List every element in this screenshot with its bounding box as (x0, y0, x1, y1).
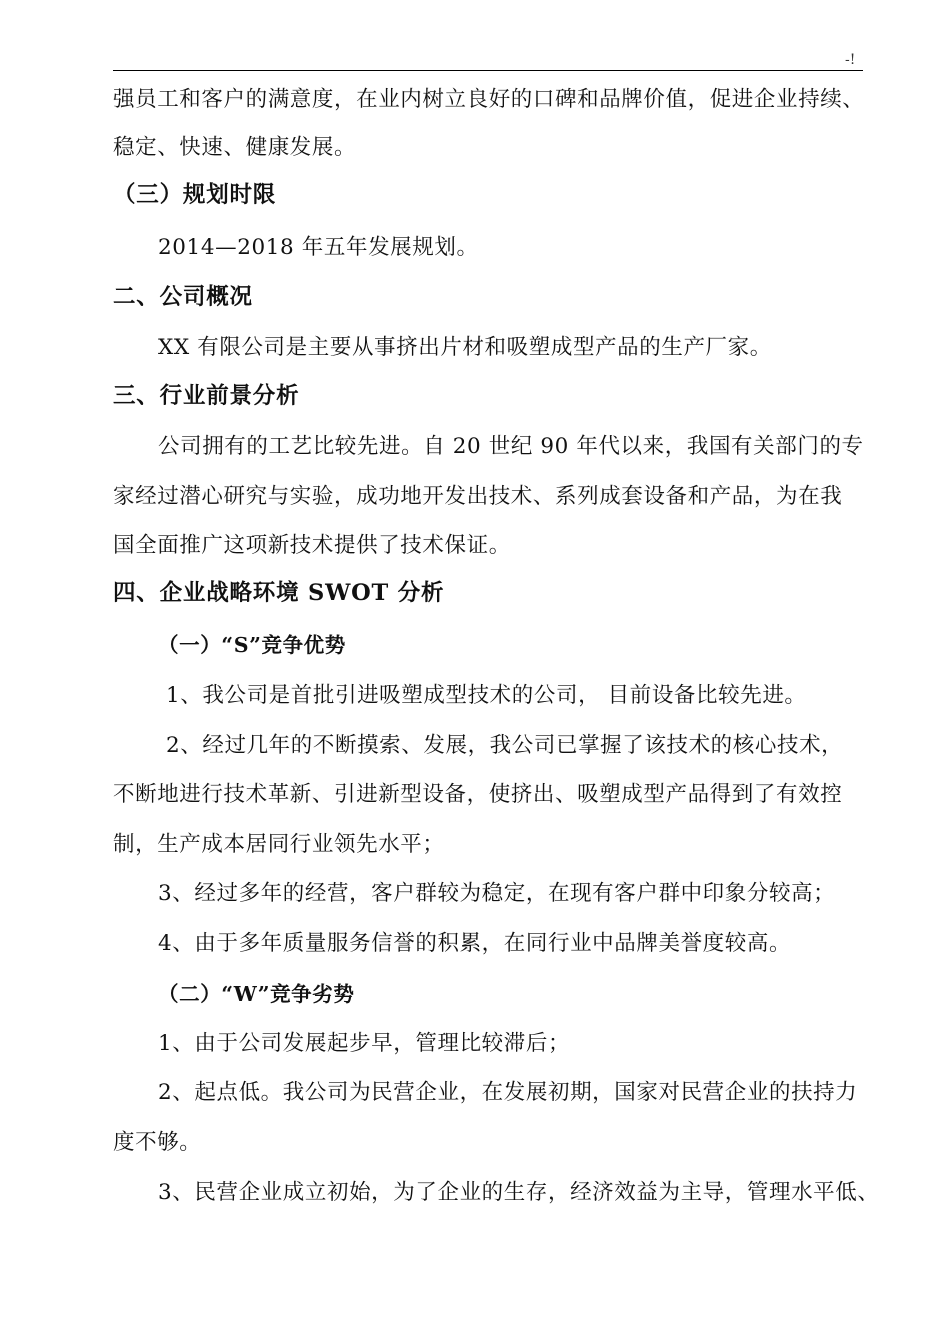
s-item-2-line-1: 2、经过几年的不断摸索、发展，我公司已掌握了该技术的核心技术， (166, 733, 844, 758)
section-2-title: 二、公司概况 (113, 284, 253, 310)
w-item-2-line-2: 度不够。 (113, 1130, 202, 1155)
intro-line-1: 强员工和客户的满意度，在业内树立良好的口碑和品牌价值，促进企业持续、 (113, 87, 865, 112)
s-item-2-line-2: 不断地进行技术革新、引进新型设备，使挤出、吸塑成型产品得到了有效控 (113, 782, 843, 807)
s-item-4: 4、由于多年质量服务信誉的积累，在同行业中品牌美誉度较高。 (158, 931, 792, 956)
section-2-text: XX 有限公司是主要从事挤出片材和吸塑成型产品的生产厂家。 (158, 335, 772, 360)
w-item-1: 1、由于公司发展起步早，管理比较滞后； (158, 1031, 571, 1056)
w-item-3-line-1: 3、民营企业成立初始，为了企业的生存，经济效益为主导，管理水平低、 (158, 1180, 880, 1205)
s-item-1: 1、我公司是首批引进吸塑成型技术的公司， 目前设备比较先进。 (166, 683, 807, 708)
section-3-sub-3-title: （三）规划时限 (113, 182, 277, 208)
intro-line-2: 稳定、快速、健康发展。 (113, 135, 357, 160)
section-4-title: 四、企业战略环境 SWOT 分析 (113, 580, 445, 606)
header-rule (113, 70, 863, 71)
page-header-mark: -! (845, 52, 856, 68)
section-3-text-line-2: 家经过潜心研究与实验，成功地开发出技术、系列成套设备和产品，为在我 (113, 484, 843, 509)
w-item-2-line-1: 2、起点低。我公司为民营企业，在发展初期，国家对民营企业的扶持力 (158, 1080, 858, 1105)
section-3-sub-3-text: 2014—2018 年五年发展规划。 (158, 235, 479, 260)
section-3-text-line-3: 国全面推广这项新技术提供了技术保证。 (113, 533, 511, 558)
s-item-2-line-3: 制，生产成本居同行业领先水平； (113, 832, 445, 857)
s-strengths-title: （一）“S”竞争优势 (158, 633, 346, 657)
w-weaknesses-title: （二）“W”竞争劣势 (158, 982, 355, 1006)
s-item-3: 3、经过多年的经营，客户群较为稳定，在现有客户群中印象分较高； (158, 881, 836, 906)
section-3-title: 三、行业前景分析 (113, 383, 300, 409)
section-3-text-line-1: 公司拥有的工艺比较先进。自 20 世纪 90 年代以来，我国有关部门的专 (158, 434, 864, 459)
